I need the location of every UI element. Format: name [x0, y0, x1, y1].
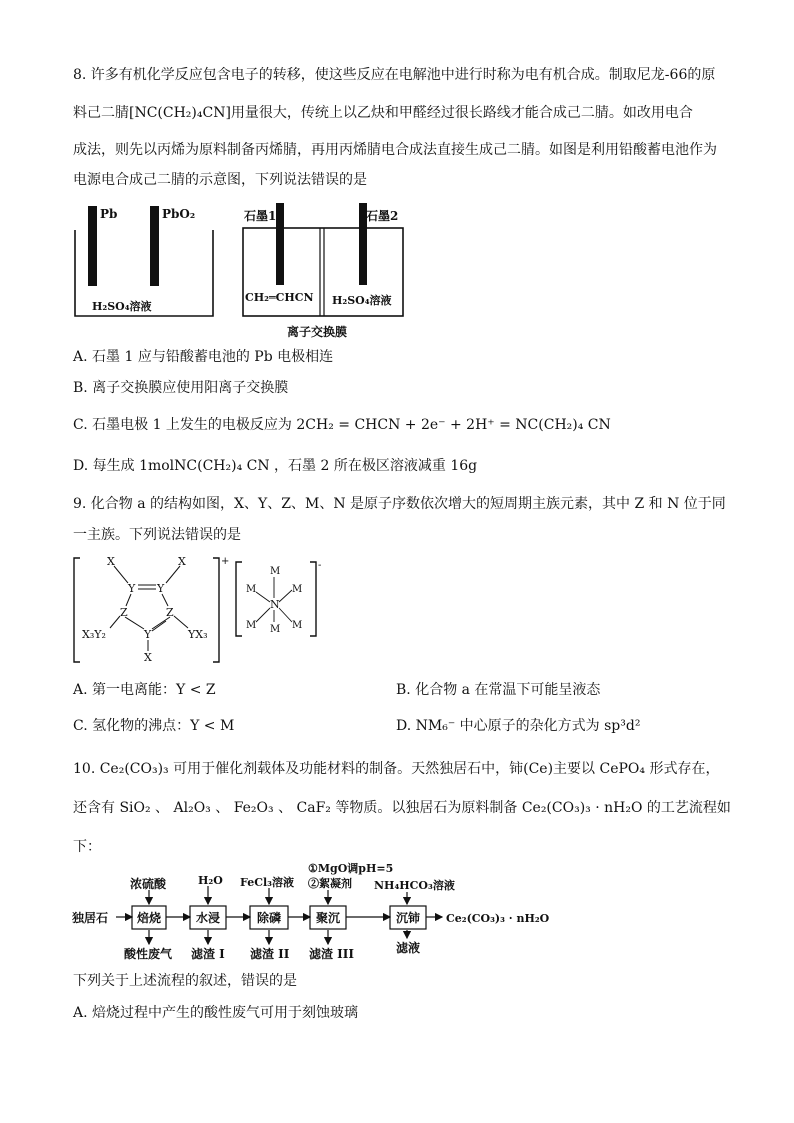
membrane-label: 离子交换膜 — [287, 325, 348, 339]
flow-step-4: 聚沉 — [316, 911, 341, 925]
battery-solution-label: H₂SO₄溶液 — [92, 300, 152, 313]
y-left: Y — [128, 582, 136, 595]
q8-option-d: D. 每生成 1molNC(CH₂)₄ CN ，石墨 2 所在极区溶液减重 16g — [73, 458, 478, 474]
flow-output-5: 滤液 — [396, 941, 421, 955]
q8-line-2 — [73, 104, 693, 122]
substituent-right: YX₃ — [188, 628, 208, 641]
q9-line-2: 一主族。下列说法错误的是 — [73, 527, 241, 543]
flow-output-1: 酸性废气 — [124, 947, 173, 961]
flow-input-4b: ②絮凝剂 — [308, 877, 352, 890]
q8-line-1: 8. 许多有机化学反应包含电子的转移，使这些反应在电解池中进行时称为电有机合成。制取尼龙-66的原 — [73, 67, 716, 83]
pbo2-label: PbO₂ — [162, 207, 196, 221]
adiponitrile-formula: [NC(CH₂)₄CN] — [129, 105, 231, 121]
flow-product: Ce₂(CO₃)₃ · nH₂O — [446, 912, 550, 925]
ligand-m-bottom-right: M — [292, 620, 303, 631]
q8-line-2b: 用量很大，传统上以乙炔和甲醛经过很长路线才能合成己二腈。如改用电合 — [230, 105, 693, 121]
q10-line-2: 还含有 SiO₂ 、 Al₂O₃ 、 Fe₂O₃ 、 CaF₂ 等物质。以独居石为原料制备 Ce₂(CO₃)₃ · nH₂O 的工艺流程如 — [73, 800, 731, 816]
compound-a-structure — [70, 552, 330, 670]
lead-acid-battery — [75, 206, 213, 316]
q10-question: 下列关于上述流程的叙述，错误的是 — [73, 973, 297, 989]
graphite-2-label: 石墨2 — [366, 209, 399, 223]
pb-electrode — [88, 206, 97, 286]
flow-input-5: NH₄HCO₃溶液 — [374, 879, 455, 892]
pb-label: Pb — [100, 207, 118, 221]
anion-charge: - — [318, 560, 322, 571]
q8-line-3: 成法，则先以丙烯为原料制备丙烯腈，再用丙烯腈电合成法直接生成己二腈。如图是利用铅酸蓄电池作为 — [73, 142, 717, 158]
q9-line-1: 9. 化合物 a 的结构如图，X、Y、Z、M、N 是原子序数依次增大的短周期主族元素，其中 Z 和 N 位于同 — [73, 496, 726, 512]
q9-option-a: A. 第一电离能：Y < Z — [73, 682, 216, 698]
acrylonitrile-label: CH₂═CHCN — [245, 291, 314, 304]
flow-step-5: 沉铈 — [396, 911, 421, 925]
q9-option-c: C. 氢化物的沸点：Y < M — [73, 718, 235, 734]
flow-output-4: 滤渣 III — [309, 947, 355, 961]
process-flowchart — [70, 862, 550, 970]
z-left: Z — [120, 606, 128, 619]
cell-solution-label: H₂SO₄溶液 — [332, 294, 392, 307]
flow-step-2: 水浸 — [196, 911, 221, 925]
ligand-m-top-right: M — [292, 584, 303, 595]
z-right: Z — [166, 606, 174, 619]
electrolytic-cell — [243, 203, 403, 339]
q9-option-b: B. 化合物 a 在常温下可能呈液态 — [396, 682, 601, 698]
flow-input-1: 浓硫酸 — [130, 877, 167, 891]
q9-option-d: D. NM₆⁻ 中心原子的杂化方式为 sp³d² — [396, 718, 641, 734]
q8-line-2a: 料己二腈 — [73, 105, 129, 121]
cation-charge: + — [221, 556, 230, 567]
x-top-right: X — [178, 555, 186, 568]
flow-output-3: 滤渣 II — [250, 947, 290, 961]
electrolysis-figure — [70, 198, 415, 344]
q8-option-c: C. 石墨电极 1 上发生的电极反应为 2CH₂ = CHCN + 2e⁻ + 2H⁺ = NC(CH₂)₄ CN — [73, 417, 611, 433]
anion-center-n: N — [270, 598, 280, 611]
q8-option-b: B. 离子交换膜应使用阳离子交换膜 — [73, 380, 289, 396]
q10-option-a: A. 焙烧过程中产生的酸性废气可用于刻蚀玻璃 — [73, 1005, 359, 1021]
q8-option-a: A. 石墨 1 应与铅酸蓄电池的 Pb 电极相连 — [73, 349, 334, 365]
q10-line-3: 下： — [73, 839, 101, 855]
flow-input-4a: ①MgO调pH=5 — [308, 862, 394, 875]
flow-step-1: 焙烧 — [137, 911, 162, 925]
graphite-1-label: 石墨1 — [244, 209, 277, 223]
ligand-m-top: M — [270, 566, 281, 577]
y-bottom: Y — [144, 628, 152, 641]
flow-input-2: H₂O — [198, 874, 223, 887]
pbo2-electrode — [150, 206, 159, 286]
ligand-m-top-left: M — [246, 584, 257, 595]
flow-start: 独居石 — [72, 911, 109, 925]
y-right: Y — [157, 582, 165, 595]
flow-step-3: 除磷 — [257, 911, 282, 925]
ligand-m-bottom: M — [270, 624, 281, 635]
graphite-1-electrode — [276, 203, 284, 285]
substituent-left: X₃Y₂ — [82, 628, 106, 641]
x-bottom: X — [144, 651, 152, 664]
flow-output-2: 滤渣 I — [191, 947, 225, 961]
x-top-left: X — [107, 555, 115, 568]
q8-line-4: 电源电合成己二腈的示意图，下列说法错误的是 — [73, 172, 367, 188]
q10-line-1: 10. Ce₂(CO₃)₃ 可用于催化剂载体及功能材料的制备。天然独居石中，铈(Ce)主要以 CePO₄ 形式存在， — [73, 761, 720, 777]
ligand-m-bottom-left: M — [246, 620, 257, 631]
flow-input-3: FeCl₃溶液 — [240, 876, 294, 889]
